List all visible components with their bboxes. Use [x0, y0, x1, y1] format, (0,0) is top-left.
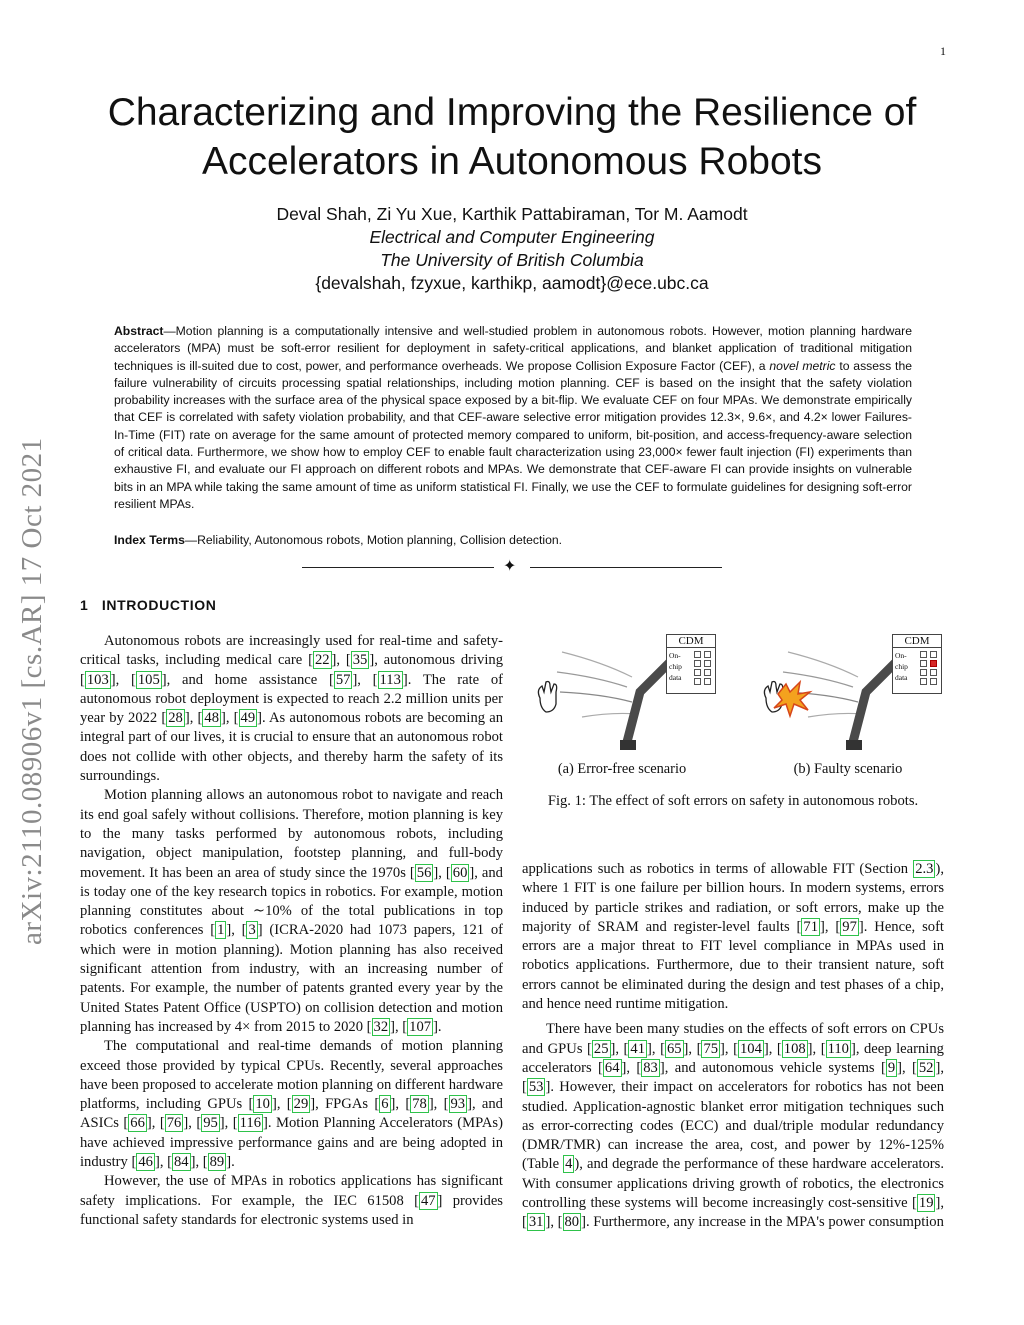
divider-line-left [302, 567, 494, 568]
onchip-data-label: On-chip data [669, 651, 682, 682]
robot-base [846, 740, 862, 750]
citation-link[interactable]: 103 [86, 671, 109, 688]
citation-link[interactable]: 2.3 [915, 861, 934, 877]
memory-cell [930, 651, 937, 658]
department: Electrical and Computer Engineering [369, 227, 655, 247]
memory-cell [704, 660, 711, 667]
citation-link[interactable]: 60 [452, 864, 468, 881]
memory-cell [704, 678, 711, 685]
memory-cell [920, 660, 927, 667]
divider-diamond-icon: ✦ [503, 558, 517, 575]
citation-link[interactable]: 105 [137, 671, 160, 688]
citation-link[interactable]: 41 [630, 1040, 646, 1057]
subcaption-error-free: (a) Error-free scenario [557, 761, 687, 777]
cdm-box [892, 634, 942, 694]
citation-link[interactable]: 116 [239, 1115, 261, 1132]
right-column [522, 860, 944, 1233]
citation-link[interactable]: 49 [240, 710, 256, 727]
intro-paragraph: The computational and real-time demands of motion planning exceed those provided by typical CPUs. Recently, several approaches have been proposed to accelerate motion planning on different hardware platforms, including GPUs [ 10 ], [ 29 ], FPGAs [ 6 ], [ 78 ], [ 93 ], and ASICs [ 66 ], [ 76 ], [ 95 ], [ 116 ]. Motion Planning Accelerators (MPAs) have achieved impressive performance gains and are being adopted in industry [ 46 ], [ 84 ], [ 89 ]. [80, 1038, 503, 1171]
citation-link[interactable]: 89 [209, 1154, 225, 1171]
figure-panel-error-free [522, 632, 720, 750]
university: The University of British Columbia [380, 250, 644, 270]
citation-link[interactable]: 56 [416, 864, 432, 881]
citation-link[interactable]: 113 [379, 671, 401, 688]
citation-link[interactable]: 75 [703, 1040, 719, 1057]
memory-cell [704, 669, 711, 676]
citation-link[interactable]: 71 [803, 918, 818, 935]
citation-link[interactable]: 110 [827, 1040, 849, 1057]
memory-cell-grid [920, 651, 938, 685]
section-title: INTRODUCTION [101, 597, 217, 613]
memory-cell [694, 678, 701, 685]
citation-link[interactable]: 66 [130, 1115, 145, 1132]
title-line-2: Accelerators in Autonomous Robots [201, 140, 822, 183]
ghost-arm-poses [557, 652, 637, 717]
index-terms [114, 533, 912, 547]
citation-link[interactable]: 84 [173, 1154, 189, 1171]
section-heading [80, 597, 216, 613]
intro-paragraph: Autonomous robots are increasingly used for real-time and safety-critical tasks, including medical care [ 22 ], [ 35 ], autonomous driving [ 103 ], [ 105 ], and home assistance [ 57 ], [ 113 ]. The rate of autonomous robot deployment is expected to reach 2.2 million units per year by 2022 [ 28 ], [ 48 ], [ 49 ]. As autonomous robots are becoming an integral part of our lives, it is crucial to ensure that an autonomous robot does not collide with other objects, and thereby harm the safety of its surroundings. [80, 633, 503, 785]
citation-link[interactable]: 22 [314, 652, 330, 669]
citation-link[interactable]: 93 [450, 1096, 466, 1113]
divider-line-right [530, 567, 722, 568]
intro-paragraph: However, the use of MPAs in robotics applications has significant safety implications. For example, the IEC 61508 [ 47 ] provides functional safety standards for electronic systems used in [80, 1173, 503, 1228]
abstract-novel-metric: novel metric [769, 358, 836, 373]
abstract-label: Abstract [114, 324, 164, 338]
title-line-1: Characterizing and Improving the Resilience of [107, 91, 917, 134]
index-terms-label: Index Terms [114, 533, 185, 547]
citation-link[interactable]: 83 [643, 1059, 658, 1076]
citation-link[interactable]: 57 [335, 671, 351, 688]
figure-caption: Fig. 1: The effect of soft errors on safety in autonomous robots. [547, 793, 919, 809]
intro-paragraph: Motion planning allows an autonomous robot to navigate and reach its end goal safely without collisions. Therefore, motion planning is key to the many tasks performed by autonomous robots, including navigation, object manipulation, footstep planning, and full-body movement. It has been an area of study since the 1970s [ 56 ], [ 60 ], and is today one of the key research topics in robotics. For example, motion planning constitutes about ∼10% of the total publications in top robotics conferences [ 1 ], [ 3 ] (ICRA-2020 had 1073 papers, 121 of which were in motion planning). Motion planning has also received significant attention from industry, with an increasing number of patents. For example, the number of patents granted every year by the United States Patent Office (USPTO) on collision detection and motion planning has increased by 4× from 2015 to 2020 [ 32 ], [ 107 ]. [80, 787, 503, 1035]
abstract [114, 323, 912, 513]
memory-cell [694, 651, 701, 658]
cdm-label: CDM [667, 635, 715, 648]
subcaption-faulty: (b) Faulty scenario [793, 761, 903, 777]
index-terms-text: —Reliability, Autonomous robots, Motion planning, Collision detection. [184, 533, 563, 547]
citation-link[interactable]: 76 [166, 1115, 182, 1132]
citation-link[interactable]: 31 [528, 1214, 544, 1231]
paper-title [80, 88, 944, 186]
citation-link[interactable]: 52 [918, 1059, 934, 1076]
memory-cell [930, 669, 937, 676]
citation-link[interactable]: 3 [248, 922, 256, 939]
onchip-data-label: On-chip data [895, 651, 908, 682]
robot-base [620, 740, 636, 750]
ghost-arm-poses [783, 652, 863, 717]
citation-link[interactable]: 4 [565, 1156, 573, 1173]
intro-paragraph: applications such as robotics in terms of allowable FIT (Section 2.3 ), where 1 FIT is one failure per billion hours. In modern systems, errors induced by particle strikes and radiation, or soft errors, make up the majority of SRAM and register-level faults [ 71 ], [ 97 ]. Hence, soft errors are a major threat to FIT level compliance in MPAs used in robotics applications. Furthermore, due to their transient nature, soft errors cannot be eliminated during the design and test phases of a chip, and hence need runtime mitigation. [522, 861, 944, 1013]
citation-link[interactable]: 104 [739, 1040, 762, 1057]
citation-link[interactable]: 25 [593, 1040, 609, 1057]
memory-cell [694, 660, 701, 667]
citation-link[interactable]: 6 [381, 1096, 389, 1113]
cdm-box [666, 634, 716, 694]
section-number: 1 [80, 597, 89, 613]
memory-cell [704, 651, 711, 658]
citation-link[interactable]: 1 [217, 922, 225, 939]
citation-link[interactable]: 80 [564, 1214, 580, 1231]
citation-link[interactable]: 64 [604, 1059, 620, 1076]
memory-cell-grid [694, 651, 712, 685]
author-block [180, 203, 844, 295]
citation-link[interactable]: 107 [409, 1018, 432, 1035]
abstract-text-1: —Motion planning is a computationally intensive and well-studied problem in autonomous robots. However, motion planning hardware accelerators (MPA) must be soft-error resilient for deployment in safety-critical applications, and blanket application of traditional mitigation techniques is ill-suited due to cost, power, and performance overheads. We propose Collision Exposure Factor (CEF), a [114, 324, 912, 373]
faulty-memory-cell [930, 660, 937, 667]
figure-1 [522, 632, 944, 750]
citation-link[interactable]: 9 [887, 1059, 896, 1076]
citation-link[interactable]: 48 [204, 710, 219, 727]
citation-link[interactable]: 95 [203, 1115, 218, 1132]
citation-link[interactable]: 29 [293, 1096, 309, 1113]
intro-paragraph: There have been many studies on the effects of soft errors on CPUs and GPUs [ 25 ], [ 41 ], [ 65 ], [ 75 ], [ 104 ], [ 108 ], [ 110 ], deep learning accelerators [ 64 ], [ 83 ], and autonomous vehicle systems [ 9 ], [ 52 ], [ 53 ]. However, their impact on accelerators for robotics has not been studied. Application-agnostic blanket error mitigation techniques such as error-correcting codes (ECC) and dual/triple modular redundancy (DMR/TMR) can increase the area, cost, and power by 12%-125% (Table 4 ), and degrade the performance of these hardware accelerators. With consumer applications driving growth of robotics, the electronics controlling these systems will become increasingly cost-sensitive [ 19 ], [ 31 ], [ 80 ]. Furthermore, any increase in the MPA's power consumption [522, 1021, 944, 1231]
citation-link[interactable]: 46 [138, 1154, 153, 1171]
citation-link[interactable]: 53 [528, 1079, 544, 1096]
memory-cell [930, 678, 937, 685]
abstract-text-2: to assess the failure vulnerability of circuits processing spatial relationships, including motion planning. CEF is based on the insight that the safety violation probability increases with the surface area of the physical space exposed by a bit-flip. We evaluate CEF on four MPAs. We demonstrate empirically that CEF is correlated with safety violation probability, and that CEF-aware selective error mitigation provides 12.3×, 9.6×, and 4.2× lower Failures-In-Time (FIT) rate on average for the same amount of protected memory compared to uniform, bit-position, and access-frequency-aware selection of critical data. Furthermore, we show how to employ CEF to enable fault characterization using 23,000× fewer fault injection (FI) experiments than exhaustive FI, and evaluate our FI approach on different robots and MPAs. We demonstrate that CEF-aware FI can provide insights on vulnerable bits in an MPA while taking the same amount of time as uniform statistical FI. Finally, we use the CEF to formulate guidelines for designing soft-error resilient MPAs. [114, 358, 913, 511]
memory-cell [694, 669, 701, 676]
citation-link[interactable]: 78 [412, 1096, 427, 1113]
citation-link[interactable]: 19 [918, 1195, 934, 1212]
hand-obstacle-icon [538, 682, 556, 713]
citation-link[interactable]: 35 [352, 652, 368, 669]
citation-link[interactable]: 108 [783, 1040, 806, 1057]
section-divider [302, 559, 722, 575]
memory-cell [920, 678, 927, 685]
page-number: 1 [940, 44, 946, 58]
memory-cell [920, 651, 927, 658]
left-column [80, 632, 503, 1230]
arxiv-stamp: arXiv:2110.08906v1 [cs.AR] 17 Oct 2021 [16, 437, 48, 945]
memory-cell [920, 669, 927, 676]
emails: {devalshah, fzyxue, karthikp, aamodt}@ece.ubc.ca [315, 273, 709, 293]
citation-link[interactable]: 32 [373, 1018, 389, 1035]
citation-link[interactable]: 47 [420, 1192, 436, 1209]
authors: Deval Shah, Zi Yu Xue, Karthik Pattabiraman, Tor M. Aamodt [276, 204, 748, 224]
citation-link[interactable]: 65 [666, 1040, 682, 1057]
citation-link[interactable]: 28 [168, 710, 183, 727]
citation-link[interactable]: 97 [842, 918, 857, 935]
cdm-label: CDM [893, 635, 941, 648]
figure-panel-faulty [748, 632, 946, 750]
citation-link[interactable]: 10 [255, 1096, 270, 1113]
